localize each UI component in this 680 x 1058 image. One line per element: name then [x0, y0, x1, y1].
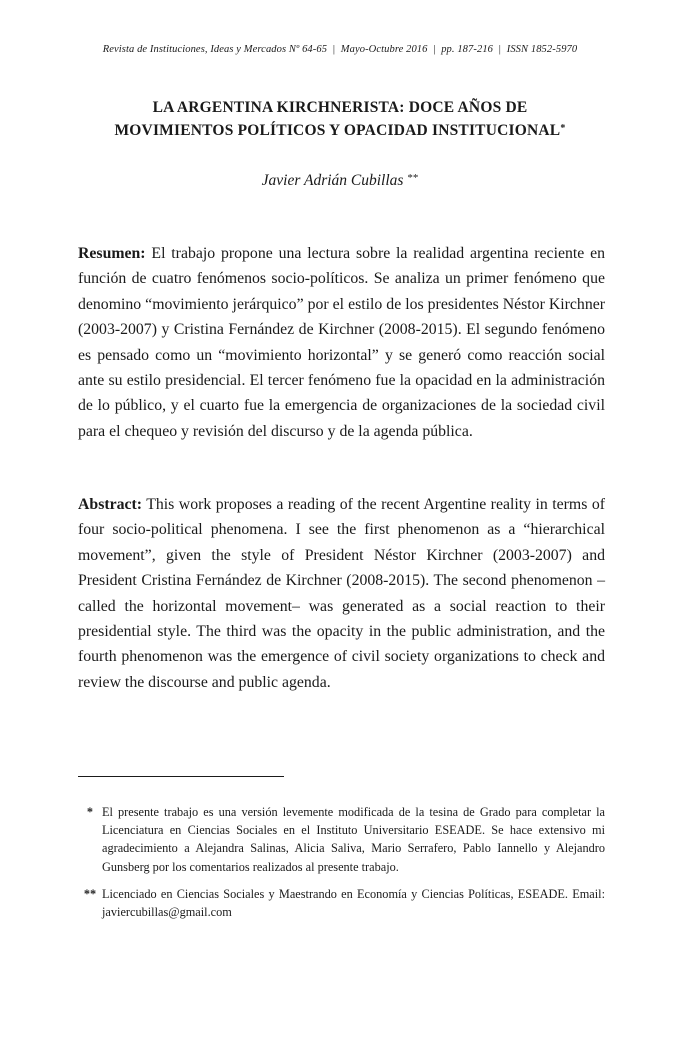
journal-name: Revista de Instituciones, Ideas y Mercados Nº 64-65 — [102, 44, 328, 55]
author-footnote-mark: ** — [407, 172, 419, 184]
title-footnote-mark: * — [560, 123, 566, 134]
abstract-label: Abstract: — [78, 496, 143, 513]
footnote-mark: * — [86, 805, 94, 819]
footnote-2 — [78, 885, 605, 921]
issue-dates: Mayo-Octubre 2016 — [340, 44, 428, 55]
resumen-paragraph — [78, 241, 605, 444]
running-head — [70, 44, 610, 55]
separator: | — [498, 44, 501, 55]
resumen-text: El trabajo propone una lectura sobre la realidad argentina reciente en función de cuatro fenómenos socio-políticos. Se analiza un primer fenómeno que denomino “movimiento jerárquico” por el estilo de los presidentes Néstor Kirchner (2003-2007) y Cristina Fernández de Kirchner (2008-2015). El segundo fenómeno es pensado como un “movimiento horizontal” y se generó como reacción social ante su estilo presidencial. El tercer fenómeno fue la opacidad en la administración de lo público, y el cuarto fue la emergencia de organizaciones de la sociedad civil para el chequeo y revisión del discurso y de la agenda pública. — [78, 245, 606, 440]
author-line — [60, 172, 620, 190]
footnote-mark: ** — [83, 887, 97, 901]
footnote-divider — [78, 776, 284, 777]
article-title — [60, 96, 620, 142]
abstract-text: This work proposes a reading of the recent Argentine reality in terms of four socio-political phenomena. I see the first phenomenon as a “hierarchical movement”, given the style of President Néstor Kirchner (2003-2007) and President Cristina Fernández de Kirchner (2008-2015). The second phenomenon –called the horizontal movement– was generated as a social reaction to their presidential style. The third was the opacity in the public administration, and the fourth phenomenon was the emergence of civil society organizations to check and review the discourse and public agenda. — [78, 496, 605, 691]
author-name: Javier Adrián Cubillas — [261, 172, 404, 189]
title-line-1: LA ARGENTINA KIRCHNERISTA: DOCE AÑOS DE — [152, 99, 528, 116]
title-line-2: MOVIMIENTOS POLÍTICOS Y OPACIDAD INSTITUCIONAL — [114, 122, 561, 139]
issn: ISSN 1852-5970 — [506, 44, 578, 55]
footnote-text: Licenciado en Ciencias Sociales y Maestrando en Economía y Ciencias Políticas, ESEADE. Email: javiercubillas@gmail.com — [102, 887, 605, 920]
separator: | — [433, 44, 436, 55]
separator: | — [332, 44, 336, 55]
abstract-paragraph — [78, 492, 605, 695]
footnote-1 — [78, 803, 605, 876]
page-range: pp. 187-216 — [441, 44, 494, 55]
footnote-text: El presente trabajo es una versión levemente modificada de la tesina de Grado para completar la Licenciatura en Ciencias Sociales en el Instituto Universitario ESEADE. Se hace extensivo mi agradecimiento a Alejandra Salinas, Alicia Saliva, Mario Serrafero, Pablo Iannello y Alejandro Gunsberg por los comentarios realizados al presente trabajo. — [102, 805, 605, 874]
resumen-label: Resumen: — [78, 245, 146, 262]
